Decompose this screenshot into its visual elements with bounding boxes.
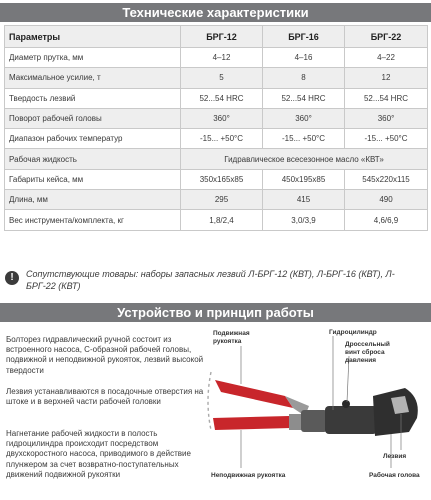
hydraulic-cylinder [325,406,377,434]
spec-value: 545x220x115 [345,169,428,189]
header-model: БРГ-22 [345,26,428,48]
spec-row [5,88,428,108]
description-paragraph-3: Нагнетание рабочей жидкости в полость гидроцилиндра происходит посредством двухскоростного насоса, приводимого в действие плунжером за счет возвратно-поступательных движений подвижной рукоятки [6,429,191,479]
spec-value: 52...54 HRC [345,88,428,108]
spec-value: 4–12 [181,48,263,68]
spec-row [5,68,428,88]
exclamation-icon: ! [5,271,19,285]
spec-row [5,129,428,149]
label-valve-3: давления [345,357,377,364]
spec-value: 490 [345,190,428,210]
spec-value: 360° [263,108,345,128]
spec-value: 415 [263,190,345,210]
spec-value: 12 [345,68,428,88]
device-section-header: Устройство и принцип работы [0,303,431,322]
bolt-cutter-diagram [205,326,429,498]
spec-row [5,108,428,128]
spec-value: 4–16 [263,48,345,68]
spec-param: Длина, мм [5,190,181,210]
spec-header-row [5,26,428,48]
pump-body [301,410,327,432]
label-cylinder: Гидроцилиндр [329,329,377,336]
label-blades: Лезвия [383,453,407,460]
related-products-text: Сопутствующие товары: наборы запасных лезвий Л-БРГ-12 (КВТ), Л-БРГ-16 (КВТ), Л-БРГ-22 (КВТ) [26,269,395,291]
label-fixed-handle: Неподвижная рукоятка [211,472,286,479]
spec-value: 295 [181,190,263,210]
spec-row [5,190,428,210]
spec-value: 4,6/6,9 [345,210,428,230]
spec-row [5,149,428,169]
spec-param: Рабочая жидкость [5,149,181,169]
spec-param: Диаметр прутка, мм [5,48,181,68]
spec-param: Твердость лезвий [5,88,181,108]
label-valve-2: винт сброса [345,349,385,356]
spec-table [4,25,428,231]
spec-value: 450x195x85 [263,169,345,189]
header-model: БРГ-12 [181,26,263,48]
spec-param: Диапазон рабочих температур [5,129,181,149]
spec-merged-value: Гидравлическое всесезонное масло «КВТ» [181,149,428,169]
spec-param: Поворот рабочей головы [5,108,181,128]
spec-value: 360° [345,108,428,128]
spec-value: 360° [181,108,263,128]
spec-row [5,210,428,230]
spec-value: 52...54 HRC [263,88,345,108]
spec-value: 1,8/2,4 [181,210,263,230]
spec-section-header: Технические характеристики [0,3,431,22]
spec-param: Максимальное усилие, т [5,68,181,88]
release-valve-screw [342,400,350,408]
header-model: БРГ-16 [263,26,345,48]
spec-value: -15... +50°C [263,129,345,149]
spec-value: 3,0/3,9 [263,210,345,230]
spec-value: -15... +50°C [345,129,428,149]
spec-param: Габариты кейса, мм [5,169,181,189]
label-movable-handle-2: рукоятка [213,338,242,345]
spec-value: 8 [263,68,345,88]
header-parameters: Параметры [5,26,181,48]
spec-value: 52...54 HRC [181,88,263,108]
spec-param: Вес инструмента/комплекта, кг [5,210,181,230]
spec-value: 5 [181,68,263,88]
description-paragraph-1: Болторез гидравлический ручной состоит из встроенного насоса, С-образной рабочей головы, подвижной и неподвижной рукояток, лезвий высокой твердости [6,335,204,375]
spec-value: 4–22 [345,48,428,68]
label-valve-1: Дроссельный [345,341,390,348]
related-products-note [4,268,427,298]
spec-value: 350x165x85 [181,169,263,189]
spec-row [5,48,428,68]
label-movable-handle-1: Подвижная [213,330,250,337]
spec-row [5,169,428,189]
label-head: Рабочая голова [369,472,420,479]
description-paragraph-2: Лезвия устанавливаются в посадочные отверстия на штоке и в верхней части рабочей головки [6,387,204,407]
movable-handle-grip [215,380,293,408]
fixed-handle-grip [213,416,291,430]
spec-value: -15... +50°C [181,129,263,149]
